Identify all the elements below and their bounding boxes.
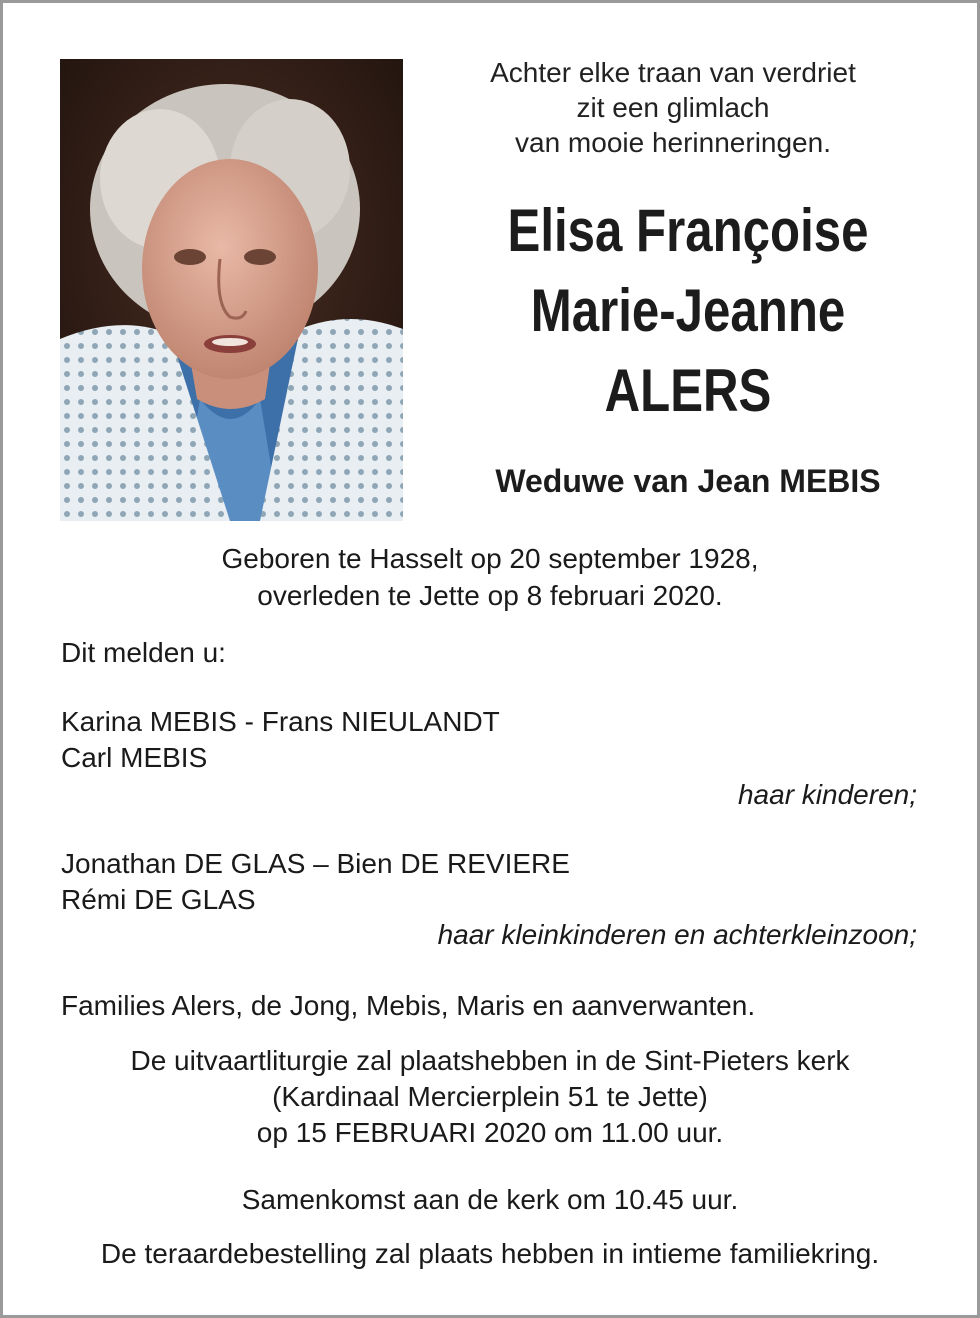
portrait-photo (60, 59, 403, 521)
announcement: Dit melden u: (61, 637, 226, 668)
grandchild-name: Jonathan DE GLAS – Bien DE REVIERE (61, 848, 570, 879)
grandchildren-role: haar kleinkinderen en achterkleinzoon; (437, 919, 917, 950)
name-line: Elisa Françoise (507, 197, 869, 264)
verse-line: zit een glimlach (576, 92, 770, 123)
portrait-illustration (60, 59, 403, 521)
burial-info: De teraardebestelling zal plaats hebben in intieme familiekring. (100, 1238, 880, 1269)
grandchildren-names (61, 846, 570, 918)
child-name: Karina MEBIS - Frans NIEULANDT (61, 706, 500, 737)
funeral-details (3, 1043, 977, 1151)
children-role: haar kinderen; (737, 779, 917, 810)
deceased-name (495, 191, 880, 431)
name-line: ALERS (604, 357, 772, 424)
name-line: Marie-Jeanne (530, 277, 846, 344)
children-names (61, 704, 500, 776)
memorial-verse (453, 55, 893, 160)
death-line: overleden te Jette op 8 februari 2020. (257, 580, 723, 611)
funeral-line: (Kardinaal Mercierplein 51 te Jette) (272, 1081, 708, 1112)
child-name: Carl MEBIS (61, 742, 208, 773)
birth-death-dates (3, 540, 977, 614)
birth-line: Geboren te Hasselt op 20 september 1928, (221, 543, 759, 574)
families: Families Alers, de Jong, Mebis, Maris en aanverwanten. (61, 990, 756, 1021)
verse-line: Achter elke traan van verdriet (490, 57, 856, 88)
widow-of: Weduwe van Jean MEBIS (495, 463, 881, 499)
verse-line: van mooie herinneringen. (515, 127, 831, 158)
gathering-info: Samenkomst aan de kerk om 10.45 uur. (241, 1184, 739, 1215)
grandchild-name: Rémi DE GLAS (61, 884, 256, 915)
funeral-line: op 15 FEBRUARI 2020 om 11.00 uur. (256, 1117, 724, 1148)
funeral-line: De uitvaartliturgie zal plaatshebben in de Sint-Pieters kerk (130, 1045, 850, 1076)
